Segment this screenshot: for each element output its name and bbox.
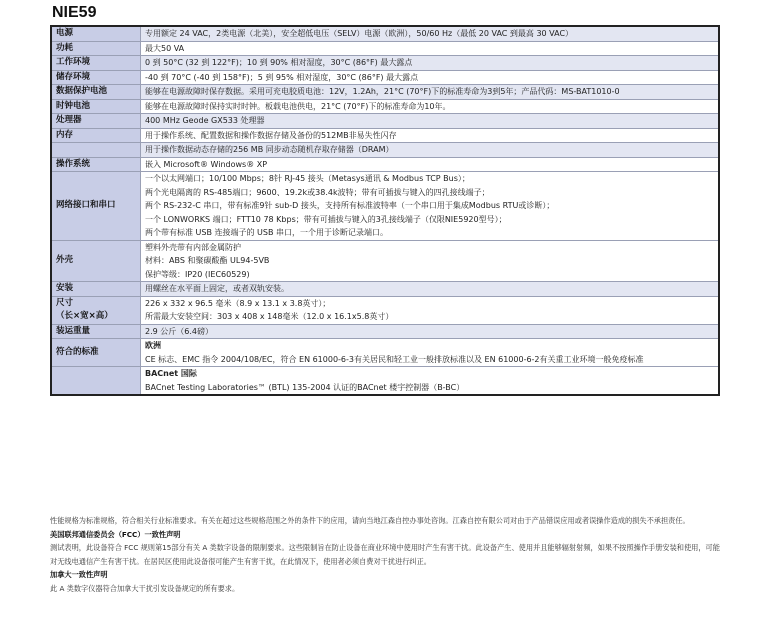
spec-value — [141, 99, 720, 114]
spec-value-line: 用螺丝在水平面上固定，或者双轨安装。 — [145, 284, 289, 293]
spec-value-line: 一个 LONWORKS 端口；FTT10 78 Kbps；带有可插拔与键入的3孔接线端子（仅限NIE5920型号）； — [145, 214, 507, 224]
spec-label-text: 电源 — [56, 28, 74, 38]
spec-label-text: 时钟电池 — [56, 100, 91, 111]
spec-value-line: -40 到 70°C (-40 到 158°F)；5 到 95% 相对湿度，30°C (86°F) 最大露点 — [145, 72, 419, 82]
spec-row — [51, 240, 719, 282]
notes-heading: 美国联邦通信委员会（FCC）一致性声明 — [50, 529, 181, 539]
spec-value-line: 两个带有标准 USB 连接端子的 USB 串口，一个用于诊断记录端口。 — [145, 228, 389, 237]
spec-label — [51, 367, 141, 396]
spec-row — [51, 85, 719, 100]
spec-row — [51, 157, 719, 172]
spec-value — [141, 339, 720, 367]
spec-row — [51, 99, 719, 114]
spec-label — [51, 26, 141, 41]
spec-label — [51, 70, 141, 85]
spec-row — [51, 26, 719, 41]
spec-value-line: 两个 RS-232-C 串口，带有标准9针 sub-D 接头，支持所有标准波特率（一个串口用于集成Modbus RTU或诊断）； — [145, 201, 555, 210]
spec-label-text: 装运重量 — [56, 325, 91, 336]
spec-label-text: 工作环境 — [56, 57, 91, 67]
spec-value — [141, 26, 720, 41]
spec-label-text: 内存 — [56, 129, 74, 140]
spec-value — [141, 282, 720, 297]
spec-row — [51, 128, 719, 143]
spec-row — [51, 41, 719, 56]
spec-label — [51, 128, 141, 143]
spec-row — [51, 282, 719, 297]
spec-value — [141, 41, 720, 56]
document-title: NIE59 — [52, 4, 97, 21]
spec-table-body — [51, 26, 719, 395]
spec-label-text: 符合的标准 — [56, 346, 99, 357]
spec-row — [51, 56, 719, 71]
spec-row — [51, 324, 719, 339]
spec-row — [51, 70, 719, 85]
spec-value — [141, 240, 720, 282]
spec-label-text: 操作系统 — [56, 158, 91, 169]
spec-value-line: 材料：ABS 和聚碳酸酯 UL94-5VB — [145, 256, 270, 265]
spec-value-line: 最大50 VA — [145, 43, 185, 53]
spec-value-line: 能够在电源故障时保存数据。采用可充电胶质电池：12V，1.2Ah，21°C (70°F)下的标准寿命为3到5年；产品代码：MS-BAT1010-0 — [145, 87, 620, 96]
spec-row — [51, 367, 719, 396]
spec-value — [141, 56, 720, 71]
spec-label — [51, 41, 141, 56]
spec-value-line: 用于操作系统、配置数据和操作数据存储及备份的512MB非易失性闪存 — [145, 130, 397, 140]
notes-paragraph: 测试表明，此设备符合 FCC 规则第15部分有关 A 类数字设备的限制要求。这些限制旨在防止设备在商业环境中使用时产生有害干扰。此设备产生、使用并且能够辐射射频，如果不按照操作手册安装和使用，可能对无线电通信产生有害干扰。在居民区使用此设备很可能产生有害干扰，在此情况下，使用者必须自费对干扰进行纠正。 — [50, 543, 720, 566]
spec-value-line: 保护等级：IP20 (IEC60529) — [145, 269, 250, 279]
spec-label-text: 功耗 — [56, 42, 74, 53]
spec-label-text: 安装 — [56, 283, 74, 293]
notes-section — [50, 514, 720, 595]
spec-label — [51, 143, 141, 158]
spec-row — [51, 114, 719, 129]
spec-row — [51, 339, 719, 367]
spec-value-line: 用于操作数据动态存储的256 MB 同步动态随机存取存储器（DRAM） — [145, 145, 394, 154]
spec-value-line: 0 到 50°C (32 到 122°F)；10 到 90% 相对湿度，30°C (86°F) 最大露点 — [145, 58, 413, 67]
spec-label — [51, 240, 141, 282]
spec-value — [141, 367, 720, 396]
spec-label — [51, 324, 141, 339]
spec-value-line: 一个以太网端口；10/100 Mbps；8针 RJ-45 接头（Metasys通讯 & Modbus TCP Bus）； — [145, 174, 470, 183]
spec-row — [51, 296, 719, 324]
spec-label-text: 储存环境 — [56, 71, 91, 82]
spec-label-text: 尺寸 — [56, 297, 74, 308]
spec-value-line: 塑料外壳带有内部金属防护 — [145, 242, 241, 252]
spec-label — [51, 56, 141, 71]
spec-label-text: 网络接口和串口 — [56, 200, 116, 210]
spec-label-text: （长×宽×高） — [56, 311, 113, 321]
spec-value-line: 2.9 公斤（6.4磅） — [145, 326, 213, 336]
spec-row — [51, 143, 719, 158]
notes-paragraph: 此 A 类数字仪器符合加拿大干扰引发设备规定的所有要求。 — [50, 583, 240, 593]
spec-table — [50, 25, 720, 396]
spec-label — [51, 99, 141, 114]
notes-paragraph: 性能规格为标准规格，符合相关行业标准要求。有关在超过这些规格范围之外的条件下的应用，请向当地江森自控办事处咨询。江森自控有限公司对由于产品错误应用或者误操作造成的损失不承担责任。 — [50, 516, 690, 525]
spec-label-text: 处理器 — [56, 115, 82, 125]
spec-label-text: 数据保护电池 — [56, 86, 108, 96]
spec-value — [141, 324, 720, 339]
spec-value-line: 所需最大安装空间：303 x 408 x 148毫米（12.0 x 16.1x5.8英寸） — [145, 312, 394, 321]
spec-value-line: 400 MHz Geode GX533 处理器 — [145, 116, 265, 125]
spec-value — [141, 172, 720, 241]
spec-label — [51, 339, 141, 367]
spec-row — [51, 172, 719, 241]
spec-label — [51, 296, 141, 324]
spec-value — [141, 157, 720, 172]
spec-value-line: 嵌入 Microsoft® Windows® XP — [145, 159, 268, 169]
spec-value — [141, 70, 720, 85]
spec-label — [51, 282, 141, 297]
spec-label — [51, 172, 141, 241]
spec-value — [141, 296, 720, 324]
spec-value-line: 226 x 332 x 96.5 毫米（8.9 x 13.1 x 3.8英寸）； — [145, 298, 331, 308]
spec-subheading: BACnet 国际 — [145, 369, 197, 378]
spec-value — [141, 128, 720, 143]
spec-subheading: 欧洲 — [145, 341, 161, 350]
spec-value-line: CE 标志、EMC 指令 2004/108/EC，符合 EN 61000-6-3有关居民和轻工业一般排放标准以及 EN 61000-6-2有关重工业环境一般免疫标准 — [145, 354, 644, 364]
spec-label — [51, 157, 141, 172]
spec-label — [51, 85, 141, 100]
spec-label — [51, 114, 141, 129]
spec-value-line: BACnet Testing Laboratories™ (BTL) 135-2004 认证的BACnet 楼宇控制器（B-BC） — [145, 382, 465, 392]
notes-heading: 加拿大一致性声明 — [50, 570, 108, 579]
spec-value-line: 两个光电隔离的 RS-485端口；9600、19.2k或38.4k波特；带有可插拔与键入的四孔接线端子； — [145, 187, 490, 197]
spec-value-line: 能够在电源故障时保持实时时钟。板载电池供电，21°C (70°F)下的标准寿命为10年。 — [145, 101, 451, 111]
spec-value — [141, 85, 720, 100]
spec-value — [141, 114, 720, 129]
spec-value — [141, 143, 720, 158]
spec-value-line: 专用额定 24 VAC，2类电源（北美），安全超低电压（SELV）电源（欧洲），50/60 Hz（最低 20 VAC 到最高 30 VAC） — [145, 29, 574, 38]
spec-label-text: 外壳 — [56, 255, 74, 265]
